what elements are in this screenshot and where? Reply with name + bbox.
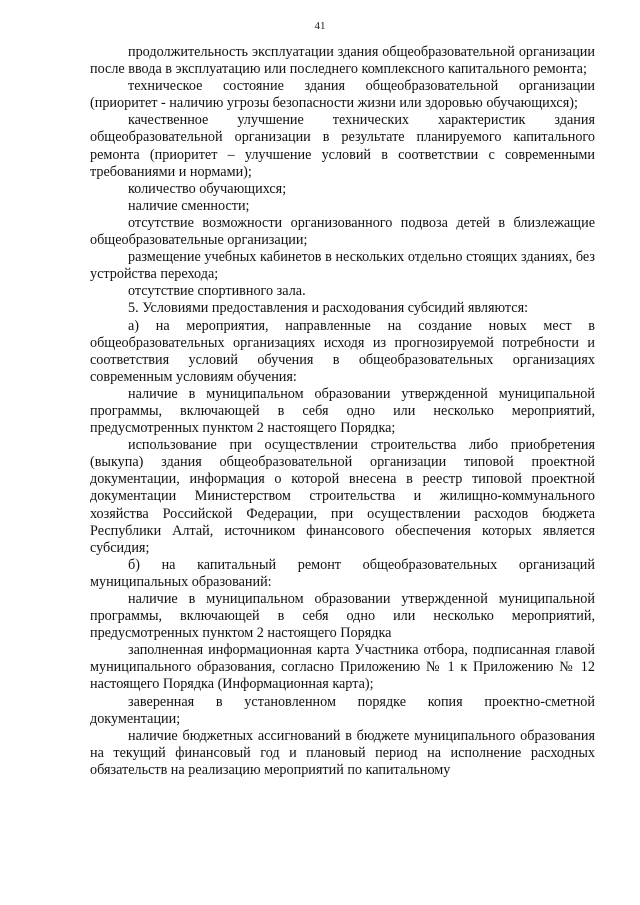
paragraph-10: а) на мероприятия, направленные на создание новых мест в общеобразовательных организациях исходя из прогнозируемой потребности и соответствия условий обучения в общеобразовательных организациях современным условиям обучения: [90, 317, 595, 385]
paragraph-12: использование при осуществлении строительства либо приобретения (выкупа) здания общеобразовательной организации типовой проектной документации, информация о которой внесена в реестр типовой проектной документации Министерством строительства и жилищно-коммунального хозяйства Российской Федерации, при осуществлении расходов бюджета Республики Алтай, источником финансового обеспечения которых является субсидия; [90, 437, 595, 556]
paragraph-16: заверенная в установленном порядке копия проектно-сметной документации; [90, 693, 595, 727]
paragraph-2: техническое состояние здания общеобразовательной организации (приоритет - наличию угрозы безопасности жизни или здоровью обучающихся); [90, 78, 595, 112]
document-body [90, 44, 595, 779]
paragraph-6: отсутствие возможности организованного подвоза детей в близлежащие общеобразовательные организации; [90, 214, 595, 249]
page-number: 41 [314, 20, 326, 32]
paragraph-8: отсутствие спортивного зала. [128, 283, 306, 300]
paragraph-14: наличие в муниципальном образовании утвержденной муниципальной программы, включающей в себя одно или несколько мероприятий, предусмотренных пунктом 2 настоящего Порядка [90, 591, 595, 642]
paragraph-9: 5. Условиями предоставления и расходования субсидий являются: [128, 300, 529, 317]
paragraph-5: наличие сменности; [128, 197, 250, 214]
paragraph-7: размещение учебных кабинетов в нескольких отдельно стоящих зданиях, без устройства перехода; [90, 249, 595, 283]
paragraph-11: наличие в муниципальном образовании утвержденной муниципальной программы, включающей в себя одно или несколько мероприятий, предусмотренных пунктом 2 настоящего Порядка; [90, 385, 595, 437]
paragraph-3: качественное улучшение технических характеристик здания общеобразовательной организации в результате планируемого капитального ремонта (приоритет – улучшение условий в соответствии с современными требованиями и нормами); [90, 112, 595, 180]
paragraph-15: заполненная информационная карта Участника отбора, подписанная главой муниципального образования, согласно Приложению № 1 к Приложению № 12 настоящего Порядка (Информационная карта); [90, 642, 595, 693]
paragraph-17: наличие бюджетных ассигнований в бюджете муниципального образования на текущий финансовый год и плановый период на исполнение расходных обязательств на реализацию мероприятий по капитальному [90, 727, 595, 778]
paragraph-4: количество обучающихся; [128, 180, 287, 197]
paragraph-13: б) на капитальный ремонт общеобразовательных организаций муниципальных образований: [90, 556, 595, 590]
paragraph-1: продолжительность эксплуатации здания общеобразовательной организации после ввода в эксплуатацию или последнего комплексного капитального ремонта; [90, 44, 595, 78]
